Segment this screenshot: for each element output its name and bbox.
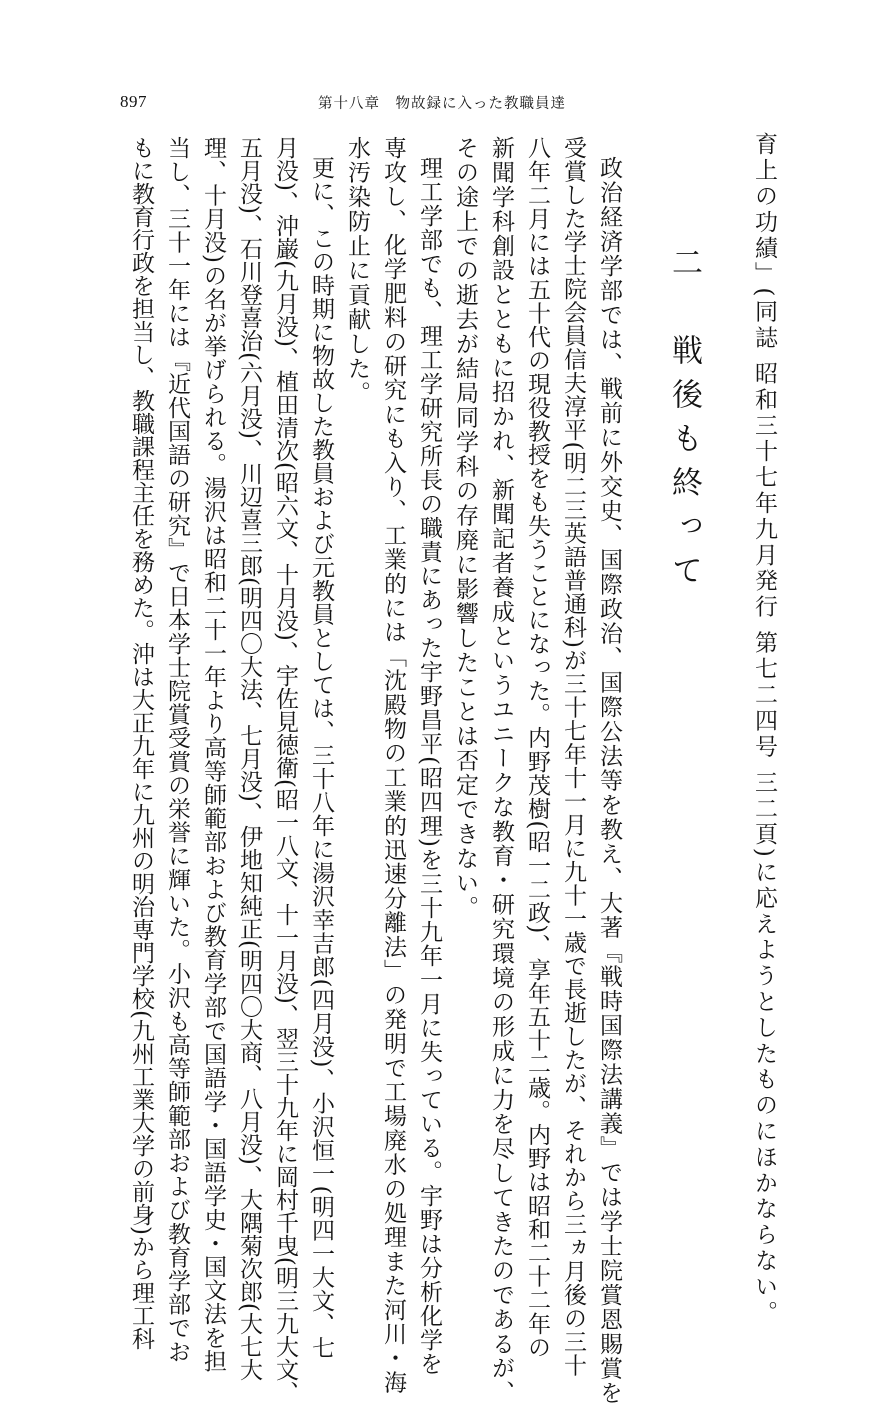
text-column: 当し、三十一年には『近代国語の研究』で日本学士院賞受賞の栄誉に輝いた。小沢も高等師範部および教育学部でお xyxy=(164,136,190,1364)
text-column: 八年二月には五十代の現役教授をも失うことになった。内野茂樹(昭一二政)、享年五十二歳。内野は昭和二十二年の xyxy=(524,136,550,1359)
text-column: 政治経済学部では、戦前に外交史、国際政治、国際公法等を教え、大著『戦時国際法講義』では学士院賞恩賜賞を xyxy=(596,156,622,1406)
text-column: 理工学部でも、理工学研究所長の職責にあった宇野昌平(昭四理)を三十九年一月に失っている。宇野は分析化学を xyxy=(416,156,442,1376)
text-column: 育上の功績」(同誌 昭和三十七年九月発行 第七二四号 三二頁)に応えようとしたものにほかならない。 xyxy=(751,132,777,1326)
running-header: 第十八章 物故録に入った教職員達 xyxy=(318,96,566,112)
text-column: 新聞学科創設とともに招かれ、新聞記者養成というユニークな教育・研究環境の形成に力を尽してきたのであるが、 xyxy=(488,136,514,1405)
text-column: 受賞した学士院会員信夫淳平(明二三英語普通科)が三十七年十一月に九十一歳で長逝したが、それから三ヵ月後の三十 xyxy=(560,136,586,1377)
text-column: 月没)、沖巌(九月没)、植田清次(昭六文、十月没)、宇佐見徳衛(昭一八文、十一月没)、翌三十九年に岡村千曳(明三九大文、 xyxy=(272,136,298,1404)
text-column: その途上での逝去が結局同学科の存廃に影響したことは否定できない。 xyxy=(452,136,478,920)
text-column: 五月没)、石川登喜治(六月没)、川辺喜三郎(明四〇大法、七月没)、伊地知純正(明四〇大商、八月没)、大隅菊次郎(大七大 xyxy=(236,136,262,1381)
text-column: 理、十月没)の名が挙げられる。湯沢は昭和二十一年より高等師範部および教育学部で国語学・国語学史・国文法を担 xyxy=(200,136,226,1373)
text-column: 水汚染防止に貢献した。 xyxy=(344,136,370,406)
text-column: もに教育行政を担当し、教職課程主任を務めた。沖は大正九年に九州の明治専門学校(九州工業大学の前身)から理工科 xyxy=(128,136,154,1350)
text-column: 更に、この時期に物故した教員および元教員としては、三十八年に湯沢幸吉郎(四月没)、小沢恒一(明四一大文、七 xyxy=(308,156,334,1360)
text-column: 専攻し、化学肥料の研究にも入り、工業的には「沈殿物の工業的迅速分離法」の発明で工場廃水の処理また河川・海 xyxy=(380,136,406,1395)
section-heading: 二 戦後も終って xyxy=(666,246,702,598)
page-number: 897 xyxy=(120,92,147,111)
